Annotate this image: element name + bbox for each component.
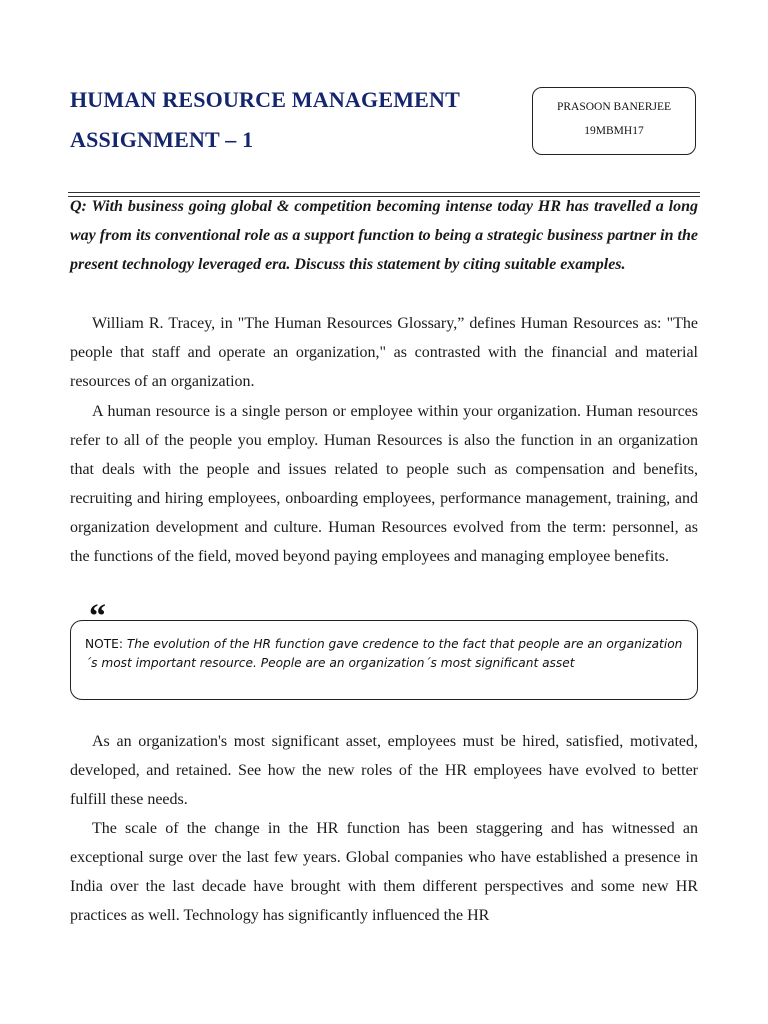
document-title: HUMAN RESOURCE MANAGEMENT [70,87,460,112]
author-name: PRASOON BANERJEE [556,101,672,113]
author-box [532,87,696,155]
paragraph-scale-of-change: The scale of the change in the HR function has been staggering and has witnessed an exceptional surge over the last few years. Global companies who have established a presence in India over the last decade have brought with them different perspectives and some new HR practices as well. Technology has significantly influenced the HR [70,820,698,924]
paragraph-human-resource: A human resource is a single person or employee within your organization. Human resources refer to all of the people you employ. Human Resources is also the function in an organization that deals with the people and issues related to people such as compensation and benefits, recruiting and hiring employees, onboarding employees, performance management, training, and organization development and culture. Human Resources evolved from the term: personnel, as the functions of the field, moved beyond paying employees and managing employee benefits. [70,403,698,565]
roll-number: 19MBMH17 [584,125,644,137]
note-box [70,620,698,700]
paragraph-definition: William R. Tracey, in "The Human Resources Glossary,” defines Human Resources as: "The people that staff and operate an organization," as contrasted with the financial and material resources of an organization. [70,315,698,390]
note-body: The evolution of the HR function gave credence to the fact that people are an organization´s most important resource. People are an organization´s most significant asset [85,637,683,670]
assignment-number: ASSIGNMENT – 1 [70,127,254,152]
note-content [85,635,685,673]
quote-icon: “ [89,598,106,635]
paragraph-asset: As an organization's most significant asset, employees must be hired, satisfied, motivated, developed, and retained. See how the new roles of the HR employees have evolved to better fulfill these needs. [70,733,698,808]
question-text: Q: With business going global & competition becoming intense today HR has travelled a long way from its conventional role as a support function to being a strategic business partner in the present technology leveraged era. Discuss this statement by citing suitable examples. [70,198,698,273]
note-label: NOTE: [85,637,127,651]
